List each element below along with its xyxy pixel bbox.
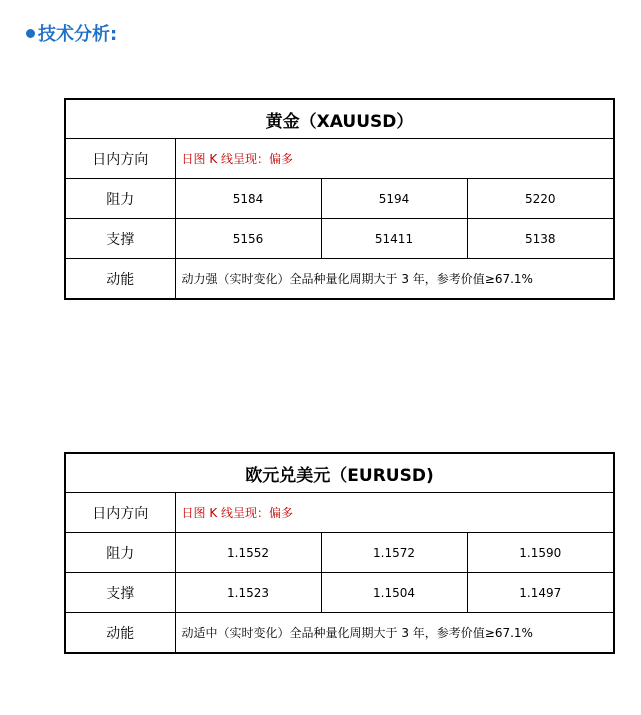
support-value-3: 5138 — [467, 219, 614, 259]
resistance-value-1: 5184 — [175, 179, 321, 219]
resistance-value-1: 1.1552 — [175, 533, 321, 573]
momentum-value: 动力强（实时变化）全品种量化周期大于 3 年，参考价值≥67.1% — [175, 259, 614, 300]
support-label: 支撑 — [65, 573, 175, 613]
support-label: 支撑 — [65, 219, 175, 259]
direction-value: 日图 K 线呈现：偏多 — [175, 493, 614, 533]
resistance-value-2: 1.1572 — [321, 533, 467, 573]
direction-value: 日图 K 线呈现：偏多 — [175, 139, 614, 179]
support-value-3: 1.1497 — [467, 573, 614, 613]
table-title: 欧元兑美元（EURUSD) — [65, 453, 614, 493]
support-value-1: 5156 — [175, 219, 321, 259]
support-value-1: 1.1523 — [175, 573, 321, 613]
momentum-value: 动适中（实时变化）全品种量化周期大于 3 年，参考价值≥67.1% — [175, 613, 614, 654]
table-title: 黄金（XAUUSD） — [65, 99, 614, 139]
support-value-2: 51411 — [321, 219, 467, 259]
gold-analysis-table — [64, 98, 615, 300]
support-value-2: 1.1504 — [321, 573, 467, 613]
resistance-value-3: 1.1590 — [467, 533, 614, 573]
eurusd-analysis-table — [64, 452, 615, 654]
bullet-dot-icon — [26, 29, 35, 38]
resistance-value-3: 5220 — [467, 179, 614, 219]
resistance-label: 阻力 — [65, 179, 175, 219]
section-heading — [26, 20, 117, 46]
direction-label: 日内方向 — [65, 139, 175, 179]
section-heading-text: 技术分析: — [38, 24, 118, 45]
momentum-label: 动能 — [65, 613, 175, 654]
resistance-value-2: 5194 — [321, 179, 467, 219]
momentum-label: 动能 — [65, 259, 175, 300]
direction-label: 日内方向 — [65, 493, 175, 533]
resistance-label: 阻力 — [65, 533, 175, 573]
